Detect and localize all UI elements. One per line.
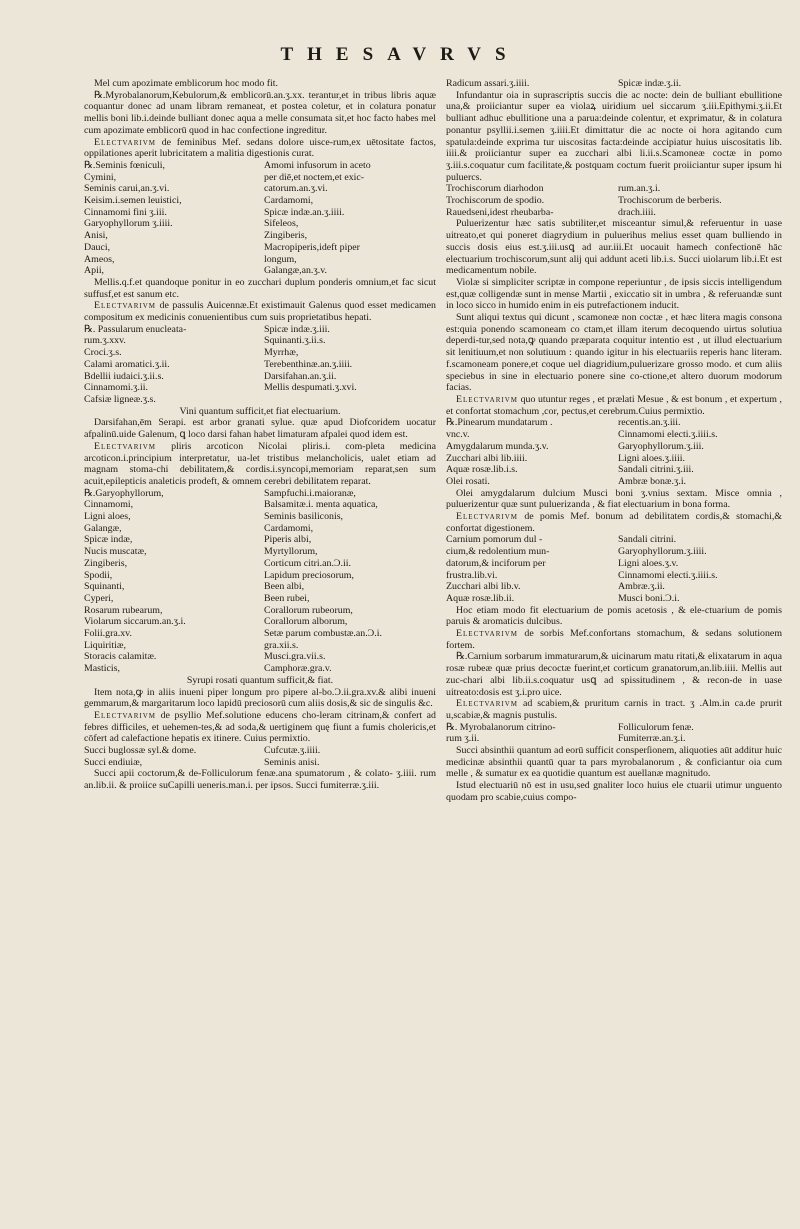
paragraph: Electvarivm pliris arcoticon Nicolai pliris.i. com-pleta medicina arcoticon.i.principium interpretatur, ua-let tristibus melancholicis, ualet etiam ad magnam stoma-chi debilitatem,& cordis.i.syncopi,memoriam reparat,sen sum acuit,epilepticis analeticis prodeft, & omnem cerebri debilitatem reparat. <box>84 440 436 487</box>
ingredient-item: Keisim.i.semen leuistici, <box>84 195 182 207</box>
ingredient-list <box>446 183 782 218</box>
ingredient-item: Squinanti.ʒ.ii.s. <box>264 335 326 347</box>
ingredient-item: Piperis albi, <box>264 534 312 546</box>
ingredient-item: ℞.Seminis fœniculi, <box>84 159 165 171</box>
ingredient-item: Violarum siccarum.an.ʒ.i. <box>84 616 186 628</box>
paragraph: Electvarivm de pomis Mef. bonum ad debilitatem cordis,& stomachi,& confortat digestionem. <box>446 511 782 534</box>
ingredient-item: Rauedseni,idest rheubarba- <box>446 206 554 218</box>
ingredient-item: Amomi infusorum in aceto <box>264 159 371 171</box>
ingredient-item: Sifeleos, <box>264 218 299 230</box>
ingredient-item: Storacis calamitæ. <box>84 651 157 663</box>
ingredient-item: ℞.Garyophyllorum, <box>84 487 164 499</box>
ingredient-item: rum.ʒ.xxv. <box>84 335 126 347</box>
paragraph: Succi apii coctorum,& de-Folliculorum fenæ.ana spumatorum , & colato- ʒ.iiii. rum an.lib.ii. & proiice suCapilli ueneris.man.i. per ipsos. Succi fumiterræ.ʒ.iii. <box>84 768 436 792</box>
ingredient-item: Musci boni.Ɔ.i. <box>618 592 680 604</box>
ingredient-item: Seminis anisi. <box>264 756 320 768</box>
ingredient-item: Sandali citrini. <box>618 534 677 546</box>
ingredient-item: Spodii, <box>84 569 113 581</box>
ingredient-item: ℞. Passularum enucleata- <box>84 323 187 335</box>
paragraph: Electvarivm de sorbis Mef.confortans stomachum, & sedans solutionem fortem. <box>446 628 782 651</box>
ingredient-item: Seminis basiliconis, <box>264 511 343 523</box>
ingredient-item: Trochiscorum de berberis. <box>618 195 722 207</box>
ingredient-item: ℞. Myrobalanorum citrino- <box>446 721 556 733</box>
ingredient-item: Corallorum rubeorum, <box>264 604 353 616</box>
ingredient-list <box>446 417 782 487</box>
centered-line: Syrupi rosati quantum sufficit,& fiat. <box>186 674 334 686</box>
ingredient-item: Garyophyllorum.ʒ.iiii. <box>618 546 707 558</box>
ingredient-item: Trochiscorum de spodio. <box>446 195 545 207</box>
ingredient-item: Garyophyllorum ʒ.iiii. <box>84 218 173 230</box>
ingredient-item: Bdellii iudaici.ʒ.ii.s. <box>84 370 164 382</box>
ingredient-item: Galangæ, <box>84 522 122 534</box>
ingredient-item: Liquiritiæ, <box>84 639 126 651</box>
ingredient-item: per diē,et noctem,et exic- <box>264 171 365 183</box>
ingredient-item: Spicæ indæ.an.ʒ.iiii. <box>264 206 345 218</box>
ingredient-item: Cardamomi, <box>264 195 314 207</box>
ingredient-item: Sampfuchi.i.maioranæ, <box>264 487 356 499</box>
ingredient-item: Cymini, <box>84 171 117 183</box>
paragraph: Electvarivm de passulis Auicennæ.Et existimauit Galenus quod esset medicamen compositum ex medicinis conuenientibus cum suis proprietatibus hepati. <box>84 300 436 324</box>
ingredient-item: Ambræ.ʒ.ii. <box>618 581 665 593</box>
ingredient-item: Myrtyllorum, <box>264 546 318 558</box>
ingredient-item: Seminis carui,an.ʒ.vi. <box>84 183 170 195</box>
ingredient-item: Succi endiuiæ, <box>84 756 143 768</box>
ingredient-item: rum.an.ʒ.i. <box>618 183 661 195</box>
ingredient-item: Ameos, <box>84 253 115 265</box>
left-column <box>84 78 436 792</box>
ingredient-item: Terebenthinæ.an.ʒ.iiii. <box>264 358 353 370</box>
ingredient-list <box>84 745 436 768</box>
ingredient-item: Folii.gra.xv. <box>84 628 132 640</box>
paragraph: ℞.Myrobalanorum,Kebulorum,& emblicorū.an.ʒ.xx. terantur,et in tribus libris aquæ coquantur donec ad unam libram remaneat, et postea coletur, et in colatura ponatur mellis boni lib.i.deinde bulliant donec aqua a melle consumata sit,et hoc facto habes mel cum apozimate emblicorū quod in hac confectione ingreditur. <box>84 89 436 136</box>
ingredient-item: Spicæ indæ, <box>84 534 133 546</box>
centered-line: Vini quantum sufficit,et fiat electuarium. <box>179 405 341 417</box>
ingredient-list <box>446 78 782 90</box>
ingredient-item: recentis.an.ʒ.iii. <box>618 417 681 429</box>
ingredient-item: Cinnamomi fini ʒ.iii. <box>84 206 167 218</box>
ingredient-item: Fumiterræ.an.ʒ.i. <box>618 733 686 745</box>
ingredient-item: Musci.gra.vii.s. <box>264 651 326 663</box>
ingredient-item: Been rubei, <box>264 592 310 604</box>
ingredient-item: Garyophyllorum.ʒ.iii. <box>618 440 704 452</box>
paragraph: Puluerizentur hæc satis subtiliter,et misceantur simul,& referuentur in uase uitreato,et qui poneret diagrydium in puluerihus melius esset quam bulliendo in succis dosis eius est.ʒ.iii.usꝗ ad aur.iii.Et uocauit hamech confectionē hāc electuarium trochiscorum,sunt alij qui addunt aceti lib.i.s. Succi uiolarum lib.i.Et est medicamentum nobile. <box>446 218 782 277</box>
ingredient-item: catorum.an.ʒ.vi. <box>264 183 328 195</box>
paragraph: Istud electuariū nō est in usu,sed gnaliter loco huius ele ctuarii utimur unguento quodam pro scabie,cuius compo- <box>446 780 782 803</box>
ingredient-item: Radicum assari.ʒ.iiii. <box>446 78 530 89</box>
ingredient-item: Cinnamomi, <box>84 499 134 511</box>
paragraph: Hoc etiam modo fit electuarium de pomis acetosis , & ele-ctuarium de pomis paruis & aromaticis dulcibus. <box>446 604 782 628</box>
ingredient-item: Trochiscorum diarhodon <box>446 183 544 195</box>
ingredient-item: Been albi, <box>264 581 305 593</box>
ingredient-item: Corallorum alborum, <box>264 616 348 628</box>
ingredient-item: longum, <box>264 253 297 265</box>
ingredient-item: Sandali citrini.ʒ.iii. <box>618 464 694 476</box>
ingredient-item: ℞.Pinearum mundatarum . <box>446 417 553 429</box>
ingredient-item: frustra.lib.vi. <box>446 569 498 581</box>
ingredient-item: Cyperi, <box>84 592 114 604</box>
paragraph: Electvarivm ad scabiem,& pruritum carnis in tract. ʒ .Alm.in ca.de prurit u,scabiæ,& magnis pustulis. <box>446 698 782 721</box>
ingredient-item: Nucis muscatæ, <box>84 546 147 558</box>
ingredient-item: Masticis, <box>84 663 120 675</box>
ingredient-list <box>84 160 436 277</box>
paragraph: ℞.Carnium sorbarum immaturarum,& uicinarum matu ritati,& elixatarum in aqua rosæ rubeæ quæ prius decoctæ fuerint,et corticum granatorum,an.lib.iiii. Mellis aut zuc-chari albi lib.ii.s.coquatur usꝗ ad spissitudinem , & recon-de in uase uitreato:dosis est ʒ.i.pro uice. <box>446 651 782 698</box>
ingredient-item: Amygdalarum munda.ʒ.v. <box>446 440 549 452</box>
paragraph: Electvarivm quo utuntur reges , et prælati Mesue , & est bonum , et expertum , et confortat stomachum ,cor, pectus,et cerebrum.Cuius permixtio. <box>446 393 782 417</box>
ingredient-item: Ligni aloes, <box>84 511 131 523</box>
ingredient-item: rum ʒ.ii. <box>446 733 480 745</box>
paragraph: Electvarivm de feminibus Mef. sedans dolore uisce-rum,ex uētositate factos, oppilationes aperit lubricitatem a malitia digestionis curat. <box>84 136 436 160</box>
ingredient-item: Cinnamomi.ʒ.ii. <box>84 382 148 394</box>
ingredient-item: Apii, <box>84 265 105 277</box>
right-column <box>446 78 782 804</box>
ingredient-item: Cinnamomi electi.ʒ.iiii.s. <box>618 569 718 581</box>
ingredient-item: Aquæ rosæ.lib.ii. <box>446 592 515 604</box>
ingredient-item: Zucchari albi lib.v. <box>446 581 521 593</box>
ingredient-item: Myrrhæ, <box>264 347 299 359</box>
ingredient-item: gra.xii.s. <box>264 639 299 651</box>
ingredient-item: Calami aromatici.ʒ.ii. <box>84 358 170 370</box>
ingredient-item: Cufcutæ.ʒ.iiii. <box>264 745 321 757</box>
ingredient-item: Folliculorum fenæ. <box>618 721 694 733</box>
running-head: THESAVRVS <box>280 44 520 65</box>
ingredient-item: Cardamomi, <box>264 522 314 534</box>
ingredient-item: vnc.v. <box>446 429 470 441</box>
ingredient-list <box>84 488 436 675</box>
ingredient-item: Ambræ bonæ.ʒ.i. <box>618 475 687 487</box>
paragraph: Succi absinthii quantum ad eorū sufficit consperſionem, aliquoties aūt additur huic medicinæ absinthii quantū quar ta pars myrobalanorum , & conficiantur oia cum melle , & sumatur ex ea quotidie quantum est auellanæ magnitudo. <box>446 745 782 780</box>
ingredient-item: Carnium pomorum dul - <box>446 534 543 546</box>
ingredient-item: Zingiberis, <box>264 230 308 242</box>
ingredient-item: Macropiperis,ideft piper <box>264 241 360 253</box>
paragraph: Darsifahan,ēm Serapi. est arbor granati sylue. quæ apud Diofcoridem uocatur afpalinū.uide Galenum, ꝗ loco darsi fahan habet limaturam afpalei quod idem est. <box>84 417 436 441</box>
ingredient-item: Cafsiæ ligneæ.ʒ.s. <box>84 393 156 405</box>
ingredient-list <box>84 324 436 406</box>
ingredient-item: Darsifahan.an.ʒ.ii. <box>264 370 337 382</box>
ingredient-item <box>264 394 436 406</box>
ingredient-item: Camphoræ.gra.v. <box>264 663 332 675</box>
paragraph: Item nota,ꝙ in aliis inueni piper longum pro pipere al-bo.Ɔ.ii.gra.xv.& alibi inueni gemmarum,& margaritarum loco lapidū preciosorū cum aliis dosis,& sic de singulis &c. <box>84 686 436 710</box>
ingredient-item: Aquæ rosæ.lib.i.s. <box>446 464 518 476</box>
paragraph: Violæ si simpliciter scriptæ in compone reperiuntur , de ipsis siccis intelligendum est,quæ colligendæ sunt in mense Martii , exiccatio sit in umbra , & referuandæ sunt in loco sicco in humido enim in eis putrefactionem inducit. <box>446 276 782 312</box>
ingredient-item: Ligni aloes.ʒ.v. <box>618 557 679 569</box>
paragraph: Sunt aliqui textus qui dicunt , scamoneæ non coctæ , et hæc litera magis consona est:quia ponendo scamoneam co ctam,et illam iterum decoquendo uirtus solutiua deperdi-tur,sed nota,ꝙ quando præparata coquitur intentio est , ut illud electuarium sit lenitiuum,et non solutiuum : quando igitur in his electuariis reperis hanc literam. f.scamoneam ponere,et coque uel diagridium,puluerizare grosso modo. et cum aliis speciebus in sine in electuario ponere sine co-ctione,et altero duorum modorum facias. <box>446 312 782 394</box>
ingredient-item: cium,& redolentium mun- <box>446 546 550 558</box>
ingredient-item: Cinnamomi electi.ʒ.iiii.s. <box>618 429 718 441</box>
ingredient-list <box>446 534 782 604</box>
paragraph: Mel cum apozimate emblicorum hoc modo fit. <box>94 78 279 89</box>
ingredient-item: Spicæ indæ.ʒ.ii. <box>618 78 682 89</box>
ingredient-item: Succi buglossæ syl.& dome. <box>84 745 197 757</box>
ingredient-item: Ligni aloes.ʒ.iiii. <box>618 452 685 464</box>
ingredient-item: datorum,& inciforum per <box>446 557 546 569</box>
ingredient-item: Mellis despumati.ʒ.xvi. <box>264 382 357 394</box>
ingredient-item: Lapidum preciosorum, <box>264 569 354 581</box>
ingredient-item: Dauci, <box>84 241 111 253</box>
ingredient-item: Croci.ʒ.s. <box>84 347 122 359</box>
ingredient-list <box>446 722 782 745</box>
ingredient-item: Rosarum rubearum, <box>84 604 163 616</box>
paragraph: Electvarivm de psyllio Mef.solutione educens cho-leram citrinam,& confert ad febres difficiles, et uehemen-tes,& ad soda,& uertiginem quę fiunt a fumis cholericis,et cōfert ad calefactione hepatis ex itinere. Cuius permixtio. <box>84 709 436 745</box>
ingredient-item: drach.iiii. <box>618 206 656 218</box>
ingredient-item: Setæ parum combustæ.an.Ɔ.i. <box>264 628 382 640</box>
ingredient-item: Anisi, <box>84 230 108 242</box>
paragraph: Olei amygdalarum dulcium Musci boni ʒ.vnius sextam. Misce omnia , puluerizentur quæ sunt puluerizanda , & fiat electuarium in bona forma. <box>446 487 782 511</box>
paragraph: Infundantur oia in suprascriptis succis die ac nocte: dein de bulliant ebullitione una,& proiiciantur super ea violaꝝ uiridium uel siccarum ʒ.iii.Epithymi.ʒ.ii.Et bulliant adhuc ebullitione una a parua:deinde colentur, et exprimatur, & in colatura ponantur psyllii.i.semen ʒ.iiii.Et dimittatur die ac nocte oi hora agitando cum spatula:deinde exprima tur uiscositas facta:deinde accipiatur huius uiscositatis lib. iiii.& proiiciantur super ea zucchari albi li.ii.s.Scamoneæ coctæ in pomo ʒ.iii.s.coquatur cum facilitate,& postquam coctum fuerit proiiciantur super ipsum hi puluercs. <box>446 89 782 183</box>
ingredient-item: Squinanti, <box>84 581 125 593</box>
ingredient-item: Olei rosati. <box>446 475 490 487</box>
paragraph: Mellis.q.f.et quandoque ponitur in eo zucchari duplum ponderis omnium,et fac sicut suffusf,et est sanum etc. <box>84 276 436 300</box>
ingredient-item: Zingiberis, <box>84 557 128 569</box>
ingredient-item: Spicæ indæ.ʒ.iii. <box>264 323 330 335</box>
ingredient-item: Zucchari albi lib.iiii. <box>446 452 528 464</box>
ingredient-item: Balsamitæ.i. menta aquatica, <box>264 499 378 511</box>
ingredient-item: Corticum citri.an.Ɔ.ii. <box>264 557 351 569</box>
ingredient-item: Galangæ,an.ʒ.v. <box>264 265 327 277</box>
